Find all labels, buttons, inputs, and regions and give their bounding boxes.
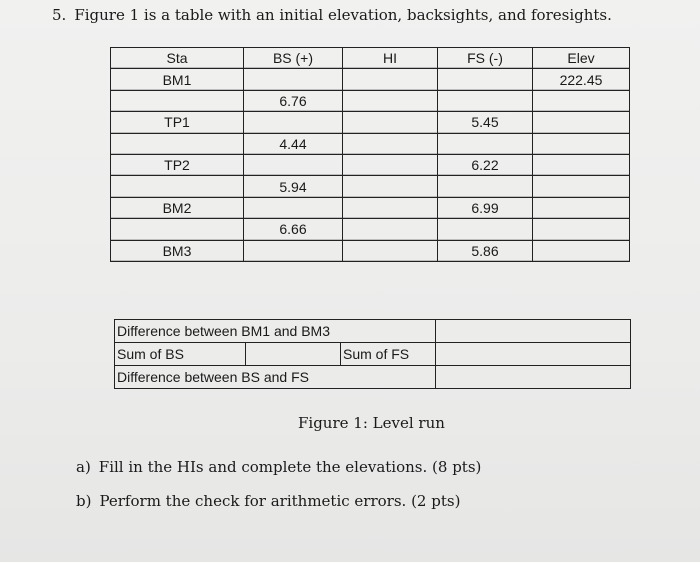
table-row xyxy=(111,197,630,218)
level-run-table xyxy=(110,47,630,262)
cell-fs: 5.45 xyxy=(438,112,533,133)
table-row xyxy=(111,240,630,261)
cell-bs: 6.76 xyxy=(244,90,343,111)
cell-sta: TP1 xyxy=(111,112,244,133)
cell-hi xyxy=(343,154,438,175)
cell-fs xyxy=(438,133,533,154)
cell-fs xyxy=(438,90,533,111)
figure-caption: Figure 1: Level run xyxy=(298,414,445,432)
cell-hi xyxy=(343,90,438,111)
table-row xyxy=(111,69,630,90)
summary-row-sums xyxy=(115,343,631,366)
cell-sta: BM2 xyxy=(111,197,244,218)
table-row xyxy=(111,154,630,175)
cell-hi xyxy=(343,112,438,133)
cell-elev: 222.45 xyxy=(533,69,630,90)
cell-sta: BM3 xyxy=(111,240,244,261)
sum-fs-value xyxy=(436,343,631,366)
cell-bs xyxy=(244,112,343,133)
header-sta: Sta xyxy=(111,48,244,69)
header-fs: FS (-) xyxy=(438,48,533,69)
cell-fs: 6.22 xyxy=(438,154,533,175)
summary-row-difference-bm xyxy=(115,320,631,343)
part-a-label: a) xyxy=(76,458,91,476)
cell-elev xyxy=(533,154,630,175)
table-row xyxy=(111,176,630,197)
table-row xyxy=(111,133,630,154)
question-5 xyxy=(52,6,612,24)
cell-sta xyxy=(111,219,244,240)
cell-elev xyxy=(533,240,630,261)
cell-sta xyxy=(111,90,244,111)
cell-bs xyxy=(244,69,343,90)
part-b-label: b) xyxy=(76,492,92,510)
cell-sta: TP2 xyxy=(111,154,244,175)
cell-elev xyxy=(533,219,630,240)
sum-fs-label: Sum of FS xyxy=(341,343,436,366)
cell-sta xyxy=(111,133,244,154)
cell-sta xyxy=(111,176,244,197)
cell-bs xyxy=(244,154,343,175)
header-bs: BS (+) xyxy=(244,48,343,69)
part-a-text: Fill in the HIs and complete the elevations. (8 pts) xyxy=(98,458,482,476)
question-text: Figure 1 is a table with an initial elevation, backsights, and foresights. xyxy=(74,6,612,24)
question-number: 5. xyxy=(52,6,67,24)
cell-bs xyxy=(244,240,343,261)
table-header-row xyxy=(111,48,630,69)
part-b-text: Perform the check for arithmetic errors. (2 pts) xyxy=(99,492,461,510)
table-row xyxy=(111,219,630,240)
cell-elev xyxy=(533,197,630,218)
summary-row-difference-bs-fs xyxy=(115,366,631,389)
cell-hi xyxy=(343,240,438,261)
cell-fs: 5.86 xyxy=(438,240,533,261)
cell-fs xyxy=(438,219,533,240)
arithmetic-check-table xyxy=(114,319,631,389)
cell-sta: BM1 xyxy=(111,69,244,90)
cell-fs xyxy=(438,176,533,197)
cell-bs: 5.94 xyxy=(244,176,343,197)
cell-hi xyxy=(343,219,438,240)
part-a xyxy=(76,458,481,476)
cell-elev xyxy=(533,133,630,154)
table-row xyxy=(111,90,630,111)
difference-bs-fs-label: Difference between BS and FS xyxy=(115,366,436,389)
sum-bs-label: Sum of BS xyxy=(115,343,246,366)
cell-hi xyxy=(343,133,438,154)
header-hi: HI xyxy=(343,48,438,69)
difference-bm1-bm3-value xyxy=(436,320,631,343)
header-elev: Elev xyxy=(533,48,630,69)
cell-elev xyxy=(533,176,630,197)
cell-hi xyxy=(343,69,438,90)
cell-hi xyxy=(343,197,438,218)
part-b xyxy=(76,492,460,510)
cell-fs: 6.99 xyxy=(438,197,533,218)
cell-hi xyxy=(343,176,438,197)
difference-bm1-bm3-label: Difference between BM1 and BM3 xyxy=(115,320,436,343)
cell-fs xyxy=(438,69,533,90)
sum-bs-value xyxy=(246,343,341,366)
difference-bs-fs-value xyxy=(436,366,631,389)
cell-elev xyxy=(533,90,630,111)
cell-bs xyxy=(244,197,343,218)
cell-bs: 4.44 xyxy=(244,133,343,154)
table-row xyxy=(111,112,630,133)
cell-elev xyxy=(533,112,630,133)
cell-bs: 6.66 xyxy=(244,219,343,240)
